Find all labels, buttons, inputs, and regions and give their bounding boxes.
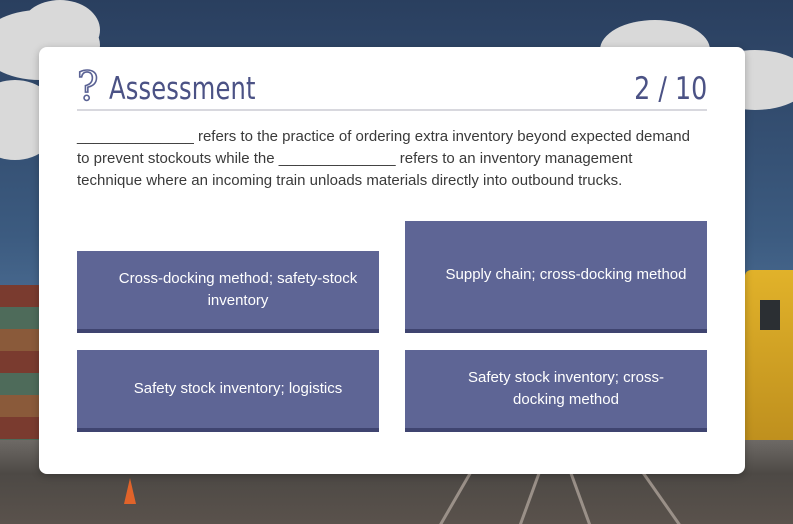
locomotive-window: [760, 300, 780, 330]
answer-option-3[interactable]: [77, 350, 379, 432]
assessment-card: [39, 47, 745, 474]
answer-option-1[interactable]: [77, 251, 379, 333]
answer-label: Cross-docking method; safety-stock inventory: [118, 270, 358, 309]
page-title: Assessment: [109, 71, 256, 107]
question-progress: 2 / 10: [633, 71, 707, 107]
shipping-containers: [0, 285, 40, 455]
answer-option-2[interactable]: [405, 221, 707, 333]
question-mark-icon: ?: [77, 64, 99, 110]
question-text: ______________ refers to the practice of ordering extra inventory beyond expected demand to prevent stockouts while the ______________ refers to an inventory management technique where an incoming train unloads materials directly into outbound trucks.: [77, 128, 690, 189]
traffic-cone: [124, 478, 136, 504]
answer-option-4[interactable]: [405, 350, 707, 432]
assessment-header: [77, 64, 707, 111]
answer-label: Safety stock inventory; cross-docking method: [468, 369, 664, 408]
answer-label: Supply chain; cross-docking method: [445, 266, 687, 283]
answer-label: Safety stock inventory; logistics: [133, 380, 343, 397]
